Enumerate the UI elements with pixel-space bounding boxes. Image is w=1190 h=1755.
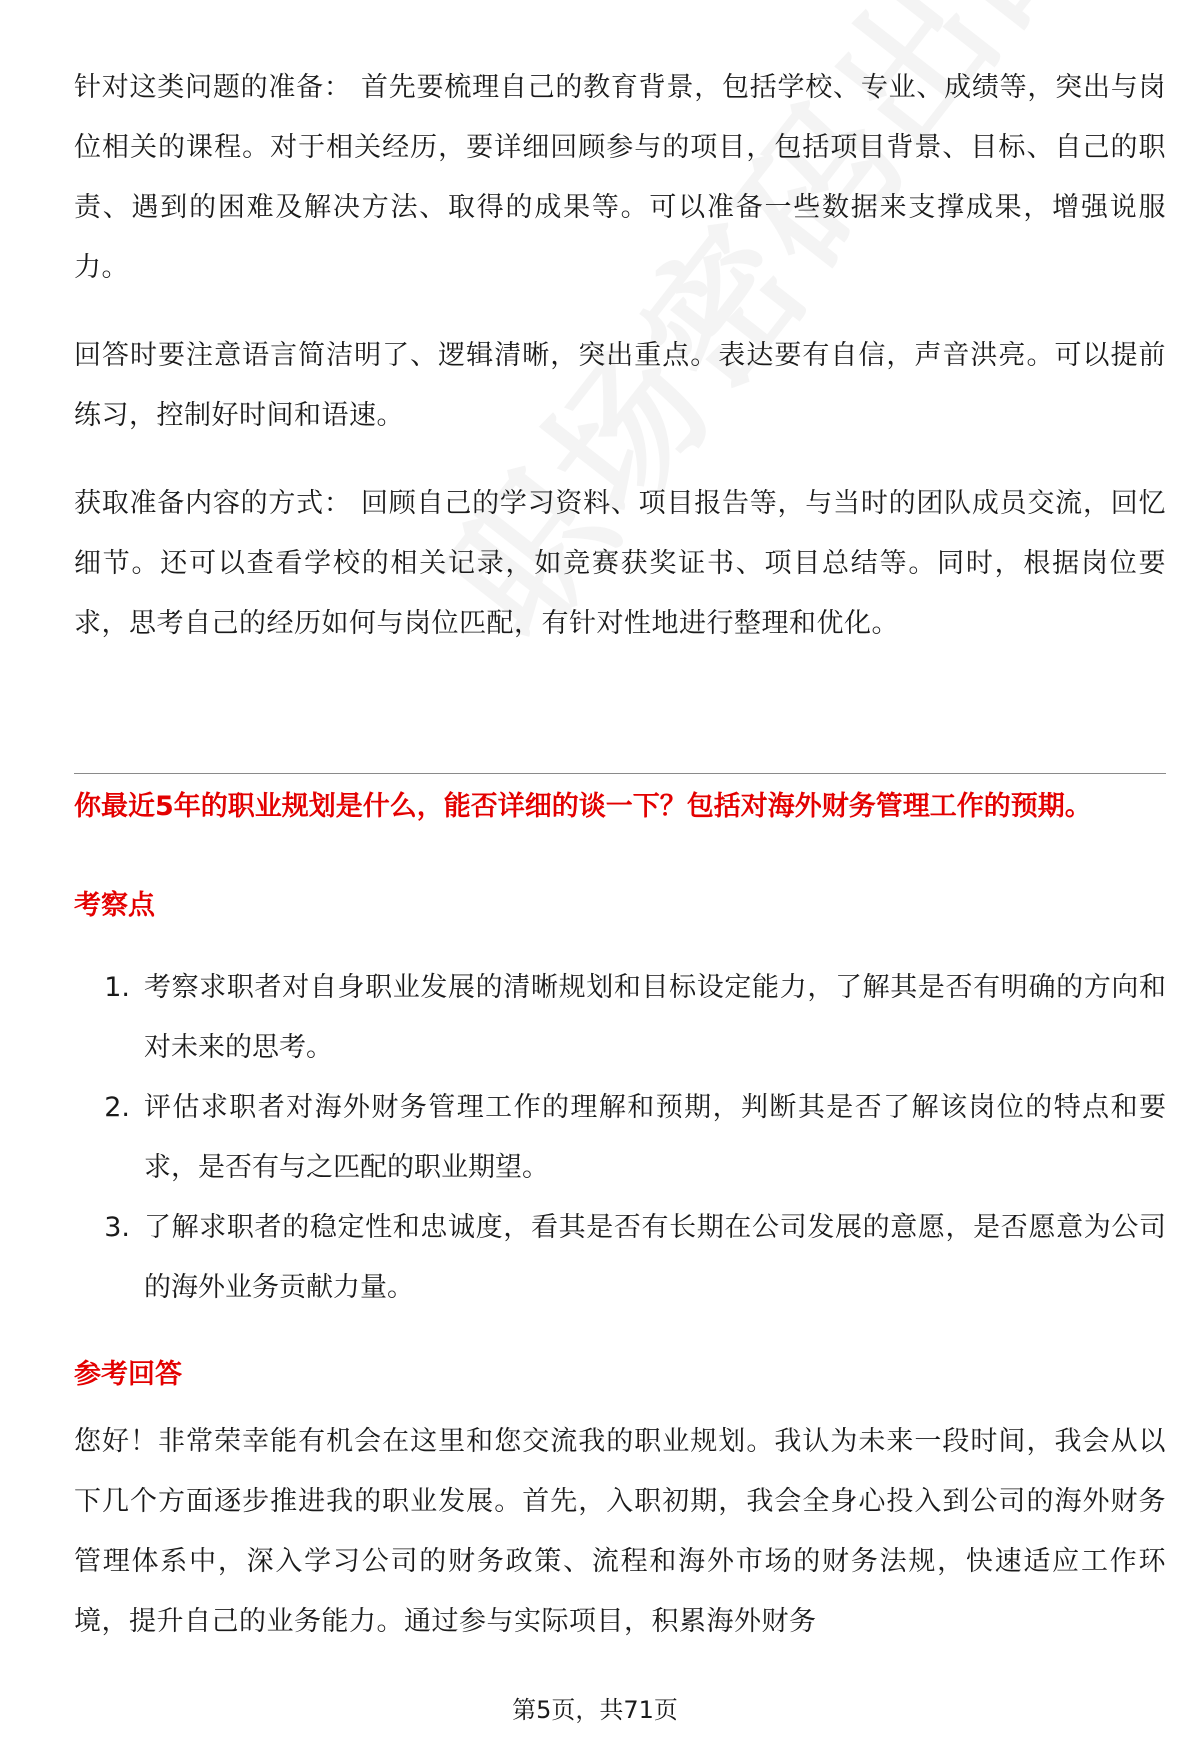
intro-paragraph-2: 回答时要注意语言简洁明了、逻辑清晰，突出重点。表达要有自信，声音洪亮。可以提前练习，控制好时间和语速。 (74, 340, 1166, 431)
section-divider (74, 773, 1166, 774)
answer-paragraph: 您好！非常荣幸能有机会在这里和您交流我的职业规划。我认为未来一段时间，我会从以下几个方面逐步推进我的职业发展。首先，入职初期，我会全身心投入到公司的海外财务管理体系中，深入学习公司的财务政策、流程和海外市场的财务法规，快速适应工作环境，提升自己的业务能力。通过参与实际项目，积累海外财务 (74, 1426, 1166, 1637)
focus-heading: 考察点 (74, 890, 155, 921)
page-footer: 第5页，共71页 (512, 1696, 678, 1724)
intro-paragraph-3: 获取准备内容的方式： 回顾自己的学习资料、项目报告等，与当时的团队成员交流，回忆细节。还可以查看学校的相关记录，如竞赛获奖证书、项目总结等。同时，根据岗位要求，思考自己的经历如何与岗位匹配，有针对性地进行整理和优化。 (74, 488, 1166, 639)
focus-list (74, 958, 1166, 1318)
list-item (74, 1198, 1166, 1318)
list-item (74, 958, 1166, 1078)
list-text: 了解求职者的稳定性和忠诚度，看其是否有长期在公司发展的意愿，是否愿意为公司的海外业务贡献力量。 (144, 1212, 1166, 1303)
answer-heading: 参考回答 (74, 1359, 182, 1390)
intro-section (74, 58, 1166, 654)
question-title: 你最近5年的职业规划是什么，能否详细的谈一下？包括对海外财务管理工作的预期。 (74, 791, 1092, 822)
list-number: 1. (104, 972, 130, 1003)
list-text: 评估求职者对海外财务管理工作的理解和预期，判断其是否了解该岗位的特点和要求，是否有与之匹配的职业期望。 (144, 1092, 1166, 1183)
intro-paragraph-1: 针对这类问题的准备： 首先要梳理自己的教育背景，包括学校、专业、成绩等，突出与岗位相关的课程。对于相关经历，要详细回顾参与的项目，包括项目背景、目标、自己的职责、遇到的困难及解决方法、取得的成果等。可以准备一些数据来支撑成果，增强说服力。 (74, 72, 1166, 283)
list-item (74, 1078, 1166, 1198)
list-number: 3. (104, 1212, 130, 1243)
list-number: 2. (104, 1092, 130, 1123)
list-text: 考察求职者对自身职业发展的清晰规划和目标设定能力，了解其是否有明确的方向和对未来的思考。 (144, 972, 1166, 1063)
